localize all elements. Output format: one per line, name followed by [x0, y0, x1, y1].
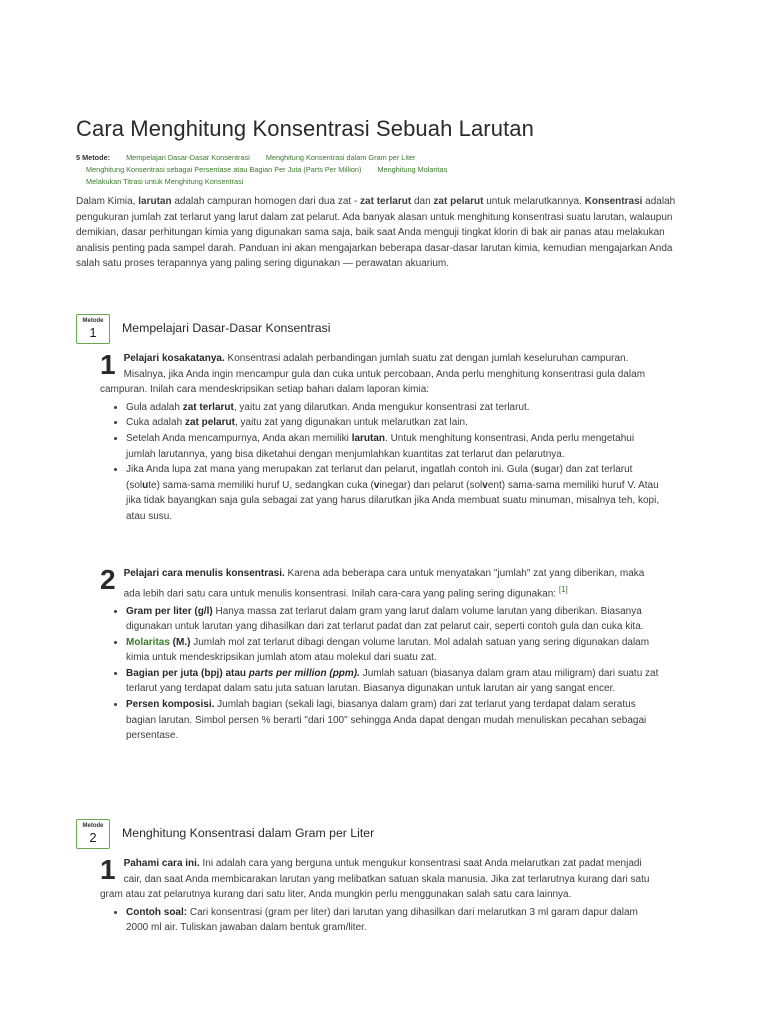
- list-item: • Contoh soal: Cari konsentrasi (gram per liter) dari larutan yang dihasilkan dari melarutkan 3 ml garam dapur dalam 2000 ml air. Tuliskan jawaban dalam bentuk gram/liter.: [126, 905, 660, 936]
- list-item: • Bagian per juta (bpj) atau parts per million (ppm). Jumlah satuan (biasanya dalam gram atau miligram) dari suatu zat terlarut yang terdapat dalam satu juta satuan larutan. Biasanya digunakan untuk larutan air yang sangat encer.: [126, 666, 660, 697]
- list-item: • Gula adalah zat terlarut, yaitu zat yang dilarutkan. Anda mengukur konsentrasi zat terlarut.: [126, 400, 660, 416]
- method-2-title: Menghitung Konsentrasi dalam Gram per Liter: [122, 826, 375, 840]
- list-item: • Jika Anda lupa zat mana yang merupakan zat terlarut dan pelarut, ingatlah contoh ini. Gula (sugar) dan zat terlarut (solute) sama-sama memiliki huruf U, sedangkan cuka (vinegar) dan pelarut (solvent) sama-sama memiliki huruf V. Atau jika tidak bayangkan saja gula sebagai zat yang harus dilarutkan jika Anda membuat suatu minuman, misalnya teh, kopi, atau susu.: [126, 462, 660, 524]
- step-bullets: [100, 400, 660, 525]
- page-title: Cara Menghitung Konsentrasi Sebuah Larutan: [76, 116, 534, 141]
- intro-paragraph: Dalam Kimia, larutan adalah campuran homogen dari dua zat - zat terlarut dan zat pelarut untuk melarutkannya. Konsentrasi adalah pengukuran jumlah zat terlarut yang larut dalam zat pelarut. Ada banyak alasan untuk menghitung konsentrasi suatu larutan, walaupun demikian, dasar perhitungan kimia yang digunakan sama saja, baik saat Anda menguji tingkat klorin di bak air panas atau melakukan analisis penting pada sampel darah. Panduan ini akan mengajarkan beberapa dasar-dasar larutan kimia, kemudian mengajarkan Anda salah satu proses terapannya yang paling sering digunakan — perawatan akuarium.: [76, 196, 676, 270]
- list-item: • Setelah Anda mencampurnya, Anda akan memiliki larutan. Untuk menghitung konsentrasi, Anda perlu mengetahui jumlah larutannya, yang bisa diketahui dengan menjumlahkan kuantitas zat terlarut dan pelarutnya.: [126, 431, 660, 462]
- step-text: Pelajari cara menulis konsentrasi. Karena ada beberapa cara untuk menyatakan "jumlah" zat yang diberikan, maka ada lebih dari satu cara untuk menulis konsentrasi. Inilah cara-cara yang paling sering digunakan: [1]: [123, 568, 645, 599]
- method-1-title: Mempelajari Dasar-Dasar Konsentrasi: [122, 321, 331, 335]
- method-link-3[interactable]: Menghitung Konsentrasi sebagai Persentase atau Bagian Per Juta (Parts Per Million): [86, 165, 362, 174]
- method-1-step-1: [100, 351, 660, 525]
- method-badge: Metode 1: [76, 314, 110, 344]
- step-number: 1: [100, 854, 116, 885]
- step-bullets: [100, 604, 660, 744]
- method-link-1[interactable]: Mempelajari Dasar-Dasar Konsentrasi: [126, 153, 250, 162]
- method-2-step-1: [100, 856, 660, 936]
- method-badge: Metode 2: [76, 819, 110, 849]
- step-bullets: [100, 905, 660, 936]
- list-item: • Molaritas (M.) Jumlah mol zat terlarut dibagi dengan volume larutan. Mol adalah satuan yang sering digunakan dalam kimia untuk mendeskripsikan jumlah atom atau molekul dari suatu zat.: [126, 635, 660, 666]
- method-2-header: [76, 819, 676, 849]
- method-nav: [76, 152, 716, 188]
- method-1-header: [76, 314, 676, 344]
- molaritas-link[interactable]: Molaritas: [126, 636, 170, 648]
- step-text: Pelajari kosakatanya. Konsentrasi adalah perbandingan jumlah suatu zat dengan jumlah keseluruhan campuran. Misalnya, jika Anda ingin mencampur gula dan cuka untuk percobaan, Anda perlu menghitung konsentrasi gula dalam campuran. Inilah cara mendeskripsikan setiap bahan dalam laporan kimia:: [100, 353, 646, 396]
- method-link-2[interactable]: Menghitung Konsentrasi dalam Gram per Liter: [265, 153, 416, 162]
- reference-link[interactable]: [1]: [558, 584, 568, 594]
- method-link-4[interactable]: Menghitung Molaritas: [377, 165, 448, 174]
- method-1-step-2: [100, 566, 660, 744]
- list-item: • Cuka adalah zat pelarut, yaitu zat yang digunakan untuk melarutkan zat lain.: [126, 415, 660, 431]
- list-item: • Gram per liter (g/l) Hanya massa zat terlarut dalam gram yang larut dalam volume larutan yang diberikan. Biasanya digunakan untuk larutan yang dihasilkan dari zat terlarut padat dan zat pelarut cair, seperti contoh gula dan cuka kita.: [126, 604, 660, 635]
- step-text: Pahami cara ini. Ini adalah cara yang berguna untuk mengukur konsentrasi saat Anda melarutkan zat padat menjadi cair, dan saat Anda membicarakan larutan yang melibatkan satuan skala manusia. Jika zat terlarutnya kurang dari satu gram atau zat pelarutnya kurang dari satu liter, Anda mungkin perlu menggunakan salah satu cara lainnya.: [100, 858, 650, 901]
- method-nav-label: 5 Metode:: [76, 153, 111, 162]
- method-link-5[interactable]: Melakukan Titrasi untuk Menghitung Konsentrasi: [86, 177, 244, 186]
- list-item: • Persen komposisi. Jumlah bagian (sekali lagi, biasanya dalam gram) dari zat terlarut yang terdapat dalam seratus bagian larutan. Simbol persen % berarti "dari 100" sehingga Anda dapat dengan mudah menuliskan pecahan sebagai persentase.: [126, 697, 660, 744]
- step-number: 2: [100, 564, 116, 595]
- step-number: 1: [100, 349, 116, 380]
